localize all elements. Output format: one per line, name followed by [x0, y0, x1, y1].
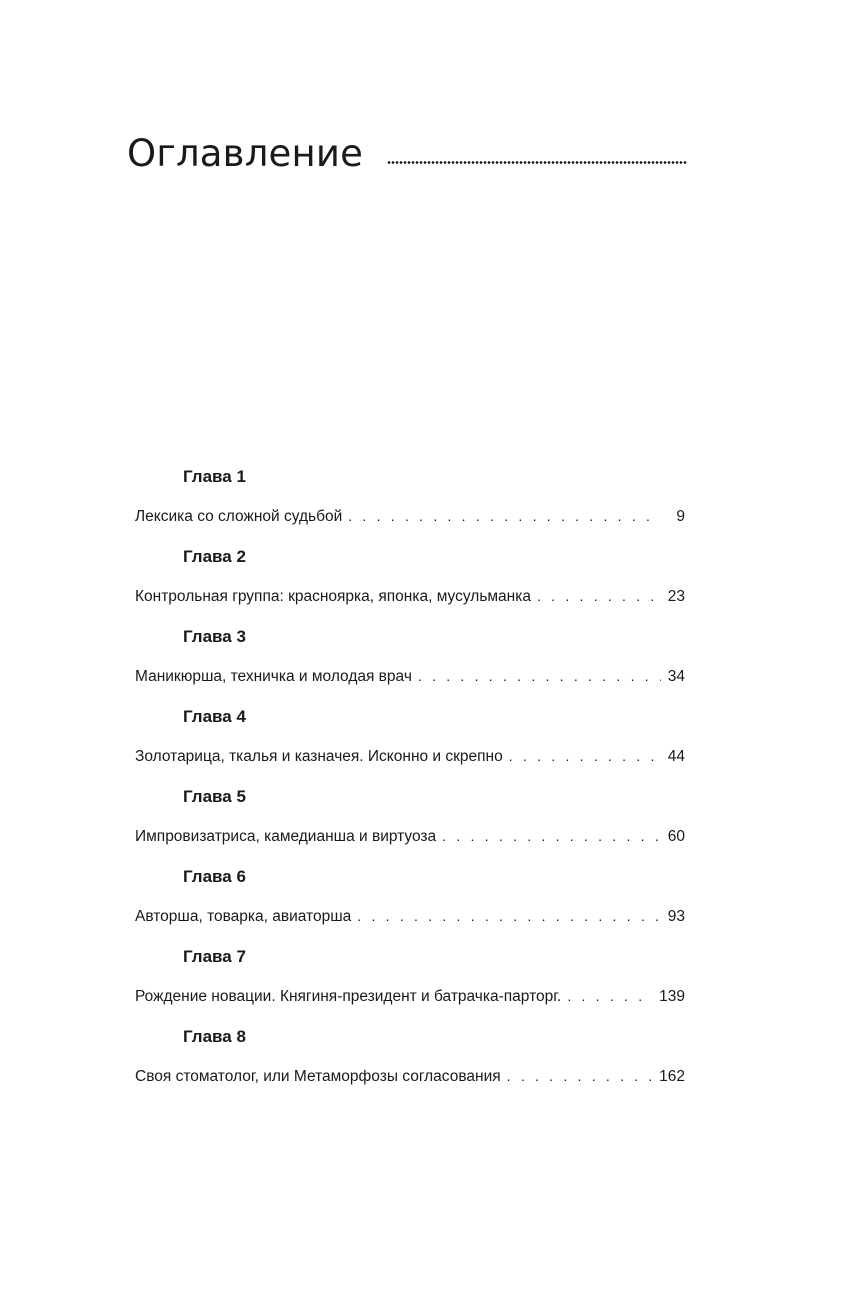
entry-page-number: 93	[667, 908, 685, 925]
toc-entry[interactable]	[135, 1064, 685, 1088]
entry-page-number: 9	[676, 508, 685, 525]
entry-dot-leader	[418, 664, 661, 688]
entry-dot-leader	[509, 744, 661, 768]
toc-entry[interactable]	[135, 504, 685, 528]
toc-entry[interactable]	[135, 584, 685, 608]
toc-chapter-6	[135, 860, 685, 940]
toc-chapter-5	[135, 780, 685, 860]
chapter-label: Глава 8	[183, 1027, 246, 1046]
entry-page-number: 60	[667, 828, 685, 845]
entry-dot-leader	[348, 504, 661, 528]
chapter-label: Глава 1	[183, 467, 246, 486]
entry-page-number: 162	[659, 1068, 685, 1085]
toc-chapter-2	[135, 540, 685, 620]
toc-chapter-4	[135, 700, 685, 780]
entry-page-number: 23	[667, 588, 685, 605]
toc-entry[interactable]	[135, 744, 685, 768]
entry-title: Золотарица, ткалья и казначея. Исконно и скрепно	[135, 748, 503, 765]
page-title: Оглавление	[127, 132, 364, 175]
toc-entry[interactable]	[135, 664, 685, 688]
toc-entry[interactable]	[135, 984, 685, 1008]
chapter-label: Глава 4	[183, 707, 246, 726]
entry-dot-leader	[507, 1064, 653, 1088]
chapter-label: Глава 3	[183, 627, 246, 646]
entry-dot-leader	[357, 904, 661, 928]
toc-chapter-8	[135, 1020, 685, 1100]
chapter-label: Глава 5	[183, 787, 246, 806]
chapter-label: Глава 2	[183, 547, 246, 566]
entry-title: Лексика со сложной судьбой	[135, 508, 343, 525]
heading-dotted-rule	[387, 161, 687, 164]
entry-title: Авторша, товарка, авиаторша	[135, 908, 352, 925]
table-of-contents	[135, 460, 685, 1100]
entry-title: Своя стоматолог, или Метаморфозы согласования	[135, 1068, 501, 1085]
entry-page-number: 44	[667, 748, 685, 765]
toc-entry[interactable]	[135, 824, 685, 848]
entry-title: Рождение новации. Княгиня-президент и батрачка-парторг.	[135, 988, 562, 1005]
entry-dot-leader	[567, 984, 653, 1008]
toc-entry[interactable]	[135, 904, 685, 928]
toc-chapter-1	[135, 460, 685, 540]
toc-chapter-3	[135, 620, 685, 700]
toc-chapter-7	[135, 940, 685, 1020]
entry-title: Импровизатриса, камедианша и виртуоза	[135, 828, 437, 845]
entry-dot-leader	[442, 824, 661, 848]
chapter-label: Глава 7	[183, 947, 246, 966]
entry-page-number: 139	[659, 988, 685, 1005]
chapter-label: Глава 6	[183, 867, 246, 886]
entry-title: Маникюрша, техничка и молодая врач	[135, 668, 412, 685]
entry-title: Контрольная группа: красноярка, японка, мусульманка	[135, 588, 531, 605]
toc-heading	[127, 126, 687, 186]
entry-page-number: 34	[667, 668, 685, 685]
entry-dot-leader	[537, 584, 661, 608]
